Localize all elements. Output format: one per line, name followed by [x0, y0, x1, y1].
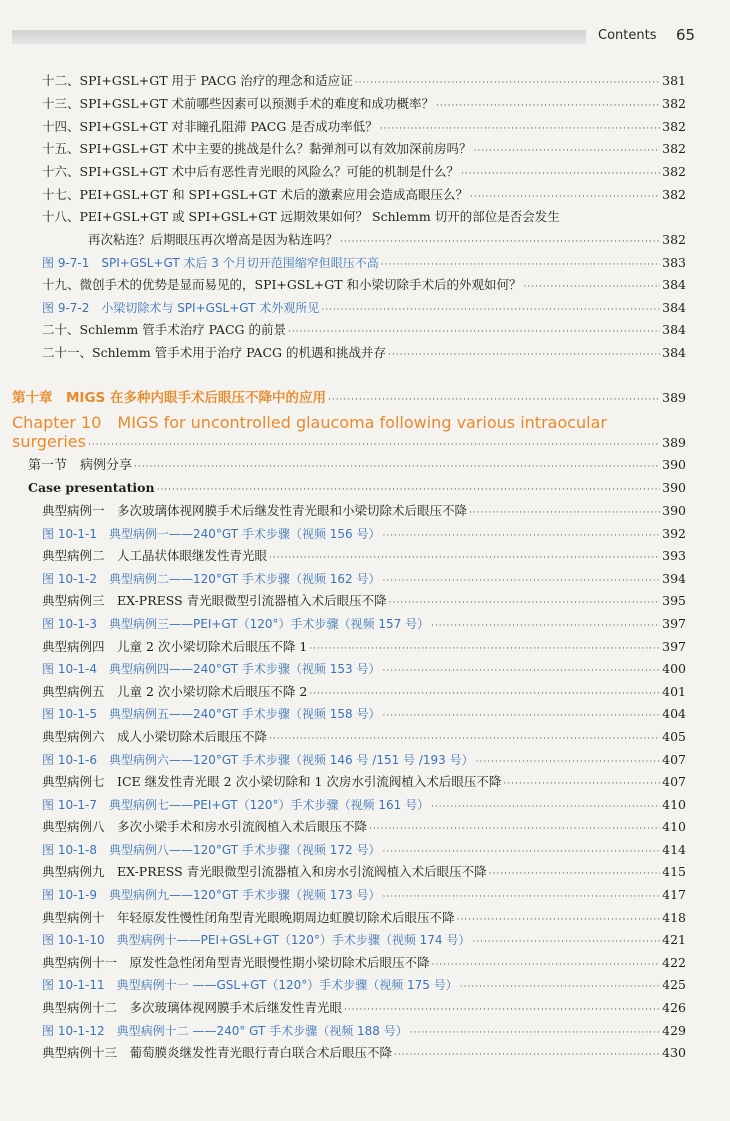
- toc-entry-continuation[interactable]: [88, 231, 686, 251]
- case-entry[interactable]: [42, 728, 686, 748]
- leader-dots: [457, 911, 661, 929]
- section-title-en: Case presentation: [28, 480, 155, 495]
- figure-entry-text: 图 10-1-1 典型病例一——240°GT 手术步骤（视频 156 号）: [42, 527, 381, 541]
- toc-entry[interactable]: [42, 186, 686, 206]
- figure-entry-page: 384: [662, 300, 686, 315]
- leader-dots: [382, 888, 660, 906]
- leader-dots: [309, 685, 660, 703]
- figure-entry-page: 425: [662, 977, 686, 992]
- toc-entry[interactable]: [42, 276, 686, 296]
- figure-entry-text: 图 10-1-7 典型病例七——PEI+GT（120°）手术步骤（视频 161 号）: [42, 798, 430, 812]
- toc-entry-page: 382: [662, 141, 686, 156]
- figure-entry-text: 图 10-1-6 典型病例六——120°GT 手术步骤（视频 146 号 /151 号 /193 号）: [42, 753, 474, 767]
- leader-dots: [340, 233, 660, 251]
- chapter-page-en: 389: [662, 435, 686, 450]
- toc-entry-text: 十八、PEI+GSL+GT 或 SPI+GSL+GT 远期效果如何？ Schlemm 切开的部位是否会发生: [42, 209, 560, 224]
- toc-entry[interactable]: [42, 72, 686, 92]
- toc-entry-text: 典型病例八 多次小梁手术和房水引流阀植入术后眼压不降: [42, 819, 368, 834]
- figure-entry-text: 图 10-1-12 典型病例十二 ——240° GT 手术步骤（视频 188 号）: [42, 1024, 408, 1038]
- leader-dots: [394, 1046, 660, 1064]
- toc-entry-text: 典型病例九 EX-PRESS 青光眼微型引流器植入和房水引流阀植入术后眼压不降: [42, 864, 487, 879]
- leader-dots: [431, 798, 660, 816]
- chapter-heading-cn[interactable]: [12, 389, 686, 409]
- leader-dots: [382, 707, 660, 725]
- toc-entry-page: 382: [662, 96, 686, 111]
- figure-entry-page: 421: [662, 932, 686, 947]
- toc-entry-text: 典型病例三 EX-PRESS 青光眼微型引流器植入术后眼压不降: [42, 593, 387, 608]
- case-entry[interactable]: [42, 592, 686, 612]
- header-bar: [12, 30, 586, 44]
- figure-entry[interactable]: [42, 525, 686, 545]
- leader-dots: [157, 481, 661, 499]
- leader-dots: [344, 1001, 660, 1019]
- figure-entry-text: 图 10-1-9 典型病例九——120°GT 手术步骤（视频 173 号）: [42, 888, 381, 902]
- figure-entry-text: 图 10-1-4 典型病例四——240°GT 手术步骤（视频 153 号）: [42, 662, 381, 676]
- case-entry[interactable]: [42, 1044, 686, 1064]
- toc-entry[interactable]: [42, 208, 560, 226]
- figure-entry[interactable]: [42, 254, 686, 274]
- toc-entry-text: 十五、SPI+GSL+GT 术中主要的挑战是什么？黏弹剂可以有效加深前房吗？: [42, 141, 472, 156]
- leader-dots: [309, 640, 660, 658]
- case-entry[interactable]: [42, 773, 686, 793]
- case-entry[interactable]: [42, 547, 686, 567]
- toc-entry-text: 典型病例六 成人小梁切除术后眼压不降: [42, 729, 268, 744]
- chapter-title-cn: 第十章 MIGS 在多种内眼手术后眼压不降中的应用: [12, 390, 326, 406]
- toc-entry-page: 390: [662, 503, 686, 518]
- leader-dots: [432, 956, 661, 974]
- figure-entry-text: 图 10-1-11 典型病例十一 ——GSL+GT（120°）手术步骤（视频 175 号）: [42, 978, 458, 992]
- case-entry[interactable]: [42, 863, 686, 883]
- section-page-en: 390: [662, 480, 686, 495]
- leader-dots: [489, 865, 661, 883]
- figure-entry-text: 图 10-1-8 典型病例八——120°GT 手术步骤（视频 172 号）: [42, 843, 381, 857]
- chapter-title-en-line1: Chapter 10 MIGS for uncontrolled glaucoma following various intraocular: [12, 413, 608, 432]
- toc-entry-text: 典型病例十三 葡萄膜炎继发性青光眼行青白联合术后眼压不降: [42, 1045, 393, 1060]
- toc-entry-page: 397: [662, 639, 686, 654]
- leader-dots: [369, 820, 660, 838]
- leader-dots: [472, 933, 660, 951]
- figure-entry-page: 394: [662, 571, 686, 586]
- figure-entry[interactable]: [42, 931, 686, 951]
- running-header-label: Contents: [598, 28, 657, 43]
- leader-dots: [381, 256, 660, 274]
- figure-entry[interactable]: [42, 751, 686, 771]
- toc-entry-text: 十七、PEI+GSL+GT 和 SPI+GSL+GT 术后的激素应用会造成高眼压么？: [42, 187, 469, 202]
- leader-dots: [328, 391, 660, 409]
- figure-entry-page: 410: [662, 797, 686, 812]
- case-entry[interactable]: [42, 954, 686, 974]
- toc-entry-text: 典型病例十一 原发性急性闭角型青光眼慢性期小梁切除术后眼压不降: [42, 955, 430, 970]
- chapter-heading-en[interactable]: [12, 433, 686, 454]
- leader-dots: [269, 549, 660, 567]
- toc-entry-text: 典型病例四 儿童 2 次小梁切除术后眼压不降 1: [42, 639, 308, 654]
- leader-dots: [461, 165, 660, 183]
- chapter-title-en-line2: surgeries: [12, 432, 86, 451]
- toc-entry[interactable]: [42, 344, 686, 364]
- toc-entry-page: 405: [662, 729, 686, 744]
- figure-entry-page: 429: [662, 1023, 686, 1038]
- leader-dots: [431, 617, 660, 635]
- toc-entry-text: 十六、SPI+GSL+GT 术中后有恶性青光眼的风险么？可能的机制是什么？: [42, 164, 460, 179]
- leader-dots: [380, 120, 660, 138]
- toc-entry-text: 十九、微创手术的优势是显而易见的，SPI+GSL+GT 和小梁切除手术后的外观如何？: [42, 277, 522, 292]
- toc-entry-page: 407: [662, 774, 686, 789]
- case-entry[interactable]: [42, 502, 686, 522]
- leader-dots: [321, 301, 660, 319]
- toc-entry-text: 二十一、Schlemm 管手术用于治疗 PACG 的机遇和挑战并存: [42, 345, 386, 360]
- toc-entry-page: 382: [662, 187, 686, 202]
- leader-dots: [476, 753, 661, 771]
- leader-dots: [382, 843, 660, 861]
- toc-entry-page: 382: [662, 232, 686, 247]
- case-entry[interactable]: [42, 999, 686, 1019]
- figure-entry-page: 404: [662, 706, 686, 721]
- leader-dots: [524, 278, 661, 296]
- leader-dots: [389, 594, 661, 612]
- case-entry[interactable]: [42, 909, 686, 929]
- page-number: 65: [676, 26, 696, 44]
- toc-entry-text: 再次粘连？后期眼压再次增高是因为粘连吗？: [88, 232, 339, 247]
- case-entry[interactable]: [42, 818, 686, 838]
- figure-entry[interactable]: [42, 660, 686, 680]
- toc-entry-text: 二十、Schlemm 管手术治疗 PACG 的前景: [42, 322, 286, 337]
- leader-dots: [470, 188, 660, 206]
- figure-entry-page: 414: [662, 842, 686, 857]
- toc-entry-text: 典型病例十二 多次玻璃体视网膜手术后继发性青光眼: [42, 1000, 343, 1015]
- toc-entry[interactable]: [42, 321, 686, 341]
- toc-entry-page: 381: [662, 73, 686, 88]
- toc-entry[interactable]: [42, 163, 686, 183]
- toc-entry[interactable]: [42, 118, 686, 138]
- toc-entry-page: 384: [662, 345, 686, 360]
- figure-entry[interactable]: [42, 841, 686, 861]
- section-page-cn: 390: [662, 457, 686, 472]
- leader-dots: [288, 323, 660, 341]
- figure-entry-page: 397: [662, 616, 686, 631]
- figure-entry-page: 400: [662, 661, 686, 676]
- figure-entry-page: 392: [662, 526, 686, 541]
- leader-dots: [382, 527, 660, 545]
- case-entry[interactable]: [42, 638, 686, 658]
- leader-dots: [269, 730, 660, 748]
- leader-dots: [410, 1024, 660, 1042]
- leader-dots: [88, 436, 660, 454]
- leader-dots: [382, 572, 660, 590]
- toc-entry-page: 382: [662, 164, 686, 179]
- leader-dots: [382, 662, 660, 680]
- toc-entry-page: 426: [662, 1000, 686, 1015]
- figure-entry-page: 417: [662, 887, 686, 902]
- figure-entry[interactable]: [42, 299, 686, 319]
- leader-dots: [355, 74, 660, 92]
- section-heading-cn[interactable]: [28, 456, 686, 476]
- leader-dots: [469, 504, 660, 522]
- toc-entry-page: 401: [662, 684, 686, 699]
- toc-entry[interactable]: [42, 95, 686, 115]
- leader-dots: [460, 978, 660, 996]
- figure-entry[interactable]: [42, 1022, 686, 1042]
- figure-entry[interactable]: [42, 570, 686, 590]
- leader-dots: [436, 97, 660, 115]
- toc-entry-text: 典型病例一 多次玻璃体视网膜手术后继发性青光眼和小梁切除术后眼压不降: [42, 503, 468, 518]
- figure-entry-text: 图 10-1-5 典型病例五——240°GT 手术步骤（视频 158 号）: [42, 707, 381, 721]
- figure-entry-text: 图 10-1-10 典型病例十——PEI+GSL+GT（120°）手术步骤（视频 174 号）: [42, 933, 471, 947]
- figure-entry[interactable]: [42, 705, 686, 725]
- figure-entry-text: 图 10-1-3 典型病例三——PEI+GT（120°）手术步骤（视频 157 号）: [42, 617, 430, 631]
- figure-entry[interactable]: [42, 796, 686, 816]
- leader-dots: [474, 142, 661, 160]
- toc-entry-text: 十三、SPI+GSL+GT 术前哪些因素可以预测手术的难度和成功概率？: [42, 96, 435, 111]
- toc-entry-text: 十二、SPI+GSL+GT 用于 PACG 治疗的理念和适应证: [42, 73, 353, 88]
- toc-entry-text: 典型病例十 年轻原发性慢性闭角型青光眼晚期周边虹膜切除术后眼压不降: [42, 910, 455, 925]
- toc-entry-text: 典型病例七 ICE 继发性青光眼 2 次小梁切除和 1 次房水引流阀植入术后眼压不降: [42, 774, 502, 789]
- section-title-cn: 第一节 病例分享: [28, 458, 133, 473]
- section-heading-en[interactable]: [28, 479, 686, 499]
- figure-entry[interactable]: [42, 976, 686, 996]
- toc-entry-page: 395: [662, 593, 686, 608]
- toc-entry-page: 410: [662, 819, 686, 834]
- leader-dots: [134, 458, 660, 476]
- figure-entry-page: 407: [662, 752, 686, 767]
- toc-entry[interactable]: [42, 140, 686, 160]
- toc-entry-page: 393: [662, 548, 686, 563]
- leader-dots: [503, 775, 660, 793]
- figure-entry-text: 图 9-7-1 SPI+GSL+GT 术后 3 个月切开范围缩窄但眼压不高: [42, 256, 379, 270]
- toc-entry-page: 384: [662, 277, 686, 292]
- figure-entry-text: 图 10-1-2 典型病例二——120°GT 手术步骤（视频 162 号）: [42, 572, 381, 586]
- toc-entry-page: 422: [662, 955, 686, 970]
- figure-entry-page: 383: [662, 255, 686, 270]
- toc-entry-text: 十四、SPI+GSL+GT 对非瞳孔阻滞 PACG 是否成功率低？: [42, 119, 378, 134]
- chapter-page-cn: 389: [662, 390, 686, 405]
- case-entry[interactable]: [42, 683, 686, 703]
- figure-entry[interactable]: [42, 886, 686, 906]
- toc-entry-page: 384: [662, 322, 686, 337]
- toc-entry-page: 418: [662, 910, 686, 925]
- toc-entry-text: 典型病例五 儿童 2 次小梁切除术后眼压不降 2: [42, 684, 308, 699]
- toc-entry-page: 430: [662, 1045, 686, 1060]
- figure-entry[interactable]: [42, 615, 686, 635]
- toc-entry-page: 415: [662, 864, 686, 879]
- toc-entry-page: 382: [662, 119, 686, 134]
- figure-entry-text: 图 9-7-2 小梁切除术与 SPI+GSL+GT 术外观所见: [42, 301, 320, 315]
- leader-dots: [388, 346, 660, 364]
- toc-entry-text: 典型病例二 人工晶状体眼继发性青光眼: [42, 548, 268, 563]
